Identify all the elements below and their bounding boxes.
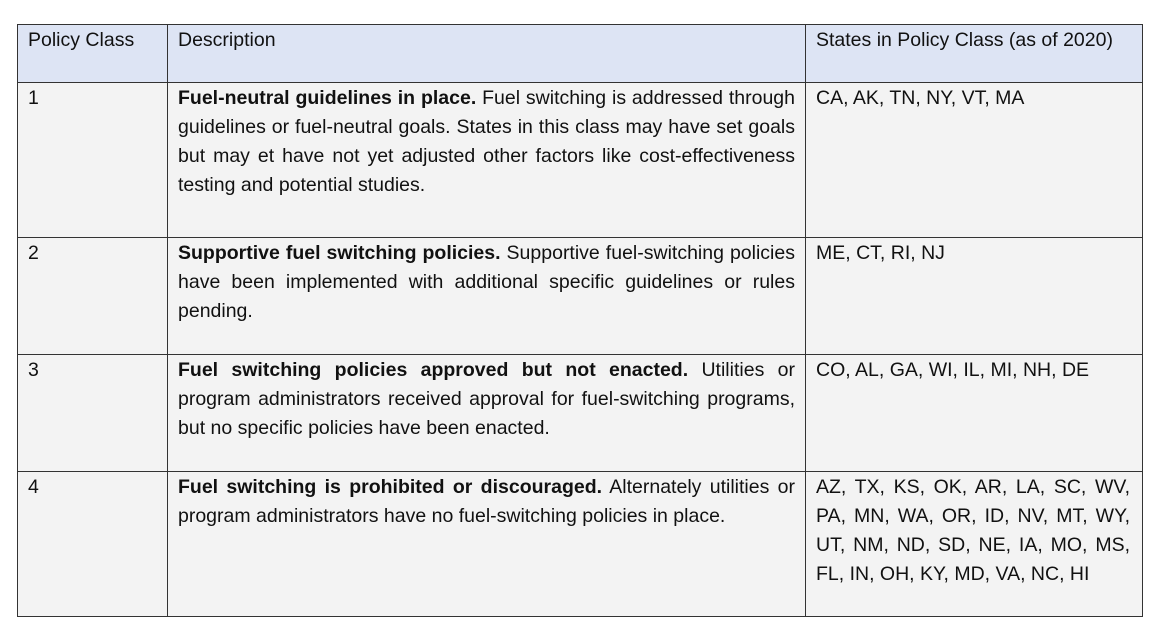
- description-cell: [168, 83, 806, 238]
- table-row: [18, 83, 1143, 238]
- states-cell: CA, AK, TN, NY, VT, MA: [806, 83, 1143, 238]
- policy-class-cell: 2: [18, 238, 168, 355]
- description-body: Supportive fuel-switching policies have been implemented with additional specific guidelines or rules pending.: [178, 242, 795, 322]
- states-cell: CO, AL, GA, WI, IL, MI, NH, DE: [806, 355, 1143, 472]
- description-cell: [168, 238, 806, 355]
- header-policy-class: Policy Class: [18, 25, 168, 83]
- description-body: Fuel switching is addressed through guidelines or fuel-neutral goals. States in this class may have set goals but may et have not yet adjusted other factors like cost-effectiveness testing and potential studies.: [178, 87, 795, 196]
- header-states: States in Policy Class (as of 2020): [806, 25, 1143, 83]
- policy-class-table: [17, 24, 1143, 617]
- states-cell: AZ, TX, KS, OK, AR, LA, SC, WV, PA, MN, WA, OR, ID, NV, MT, WY, UT, NM, ND, SD, NE, IA, MO, MS, FL, IN, OH, KY, MD, VA, NC, HI: [806, 472, 1143, 617]
- description-lead: Fuel switching is prohibited or discouraged.: [178, 476, 603, 498]
- table-row: [18, 238, 1143, 355]
- description-body: Alternately utilities or program administrators have no fuel-switching policies in place.: [178, 476, 795, 527]
- description-cell: [168, 355, 806, 472]
- table-row: [18, 355, 1143, 472]
- states-cell: ME, CT, RI, NJ: [806, 238, 1143, 355]
- table-row: [18, 472, 1143, 617]
- policy-class-cell: 1: [18, 83, 168, 238]
- description-lead: Supportive fuel switching policies.: [178, 242, 501, 264]
- table-header-row: [18, 25, 1143, 83]
- header-description: Description: [168, 25, 806, 83]
- description-lead: Fuel-neutral guidelines in place.: [178, 87, 477, 109]
- policy-class-cell: 3: [18, 355, 168, 472]
- policy-class-cell: 4: [18, 472, 168, 617]
- description-lead: Fuel switching policies approved but not enacted.: [178, 359, 689, 381]
- description-cell: [168, 472, 806, 617]
- description-body: Utilities or program administrators received approval for fuel-switching programs, but no specific policies have been enacted.: [178, 359, 795, 439]
